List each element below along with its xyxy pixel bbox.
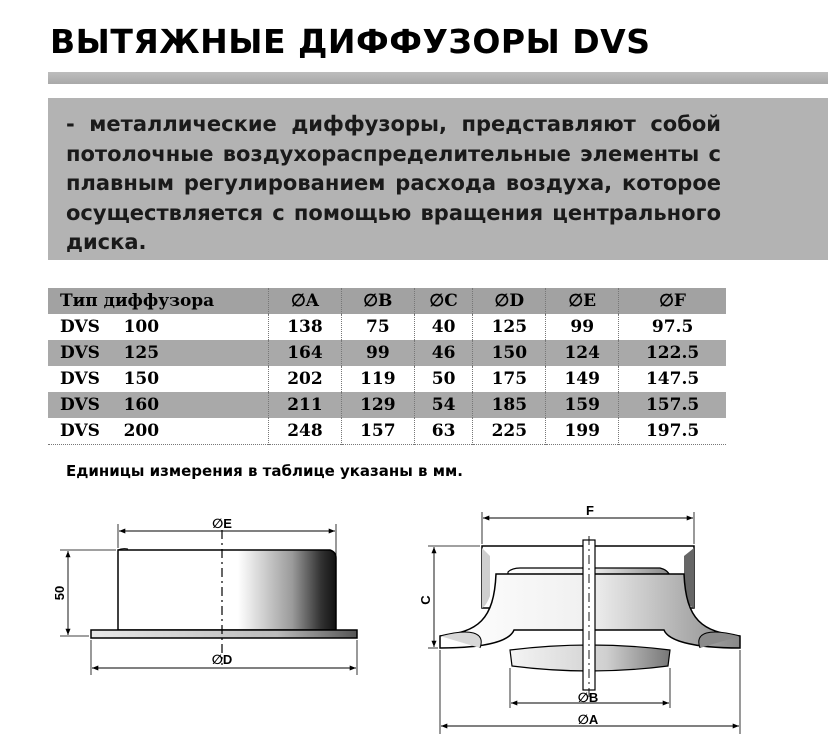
- cell-c: 46: [414, 340, 473, 366]
- label-d: ∅D: [211, 652, 233, 667]
- cell-d: 185: [473, 392, 546, 418]
- cell-c: 50: [414, 366, 473, 392]
- cell-c: 54: [414, 392, 473, 418]
- header-type: Тип диффузора: [60, 291, 215, 311]
- header-d: ∅D: [473, 288, 546, 314]
- label-height: 50: [52, 585, 67, 601]
- label-a: ∅A: [577, 712, 599, 727]
- cell-e: 159: [546, 392, 619, 418]
- cell-a: 211: [269, 392, 342, 418]
- label-f: F: [586, 503, 594, 518]
- cell-c: 63: [414, 418, 473, 445]
- header-a: ∅A: [269, 288, 342, 314]
- flange-plate: [91, 630, 357, 638]
- cell-d: 175: [473, 366, 546, 392]
- page-title: ВЫТЯЖНЫЕ ДИФФУЗОРЫ DVS: [50, 22, 651, 61]
- cell-f: 122.5: [619, 340, 726, 366]
- cell-f: 147.5: [619, 366, 726, 392]
- cell-type: DVS 125: [60, 343, 160, 363]
- header-b: ∅B: [341, 288, 414, 314]
- cell-f: 97.5: [619, 314, 726, 340]
- cell-f: 197.5: [619, 418, 726, 445]
- header-f: ∅F: [619, 288, 726, 314]
- cell-a: 164: [269, 340, 342, 366]
- description-text: - металлические диффузоры, представляют собой потолочные воздухораспределительные элементы с плавным регулированием расхода воздуха, которое осуществляется с помощью вращения центрального диска.: [66, 112, 721, 254]
- left-diffuser-drawing: [60, 524, 357, 675]
- label-e: ∅E: [212, 516, 232, 531]
- cell-e: 149: [546, 366, 619, 392]
- cell-b: 157: [341, 418, 414, 445]
- cell-a: 248: [269, 418, 342, 445]
- cell-b: 119: [341, 366, 414, 392]
- cell-type: DVS 100: [60, 317, 160, 337]
- cell-d: 125: [473, 314, 546, 340]
- cell-e: 99: [546, 314, 619, 340]
- cylinder-body: [118, 550, 336, 630]
- label-c: C: [418, 595, 433, 605]
- cell-type: DVS 150: [60, 369, 160, 389]
- cell-e: 199: [546, 418, 619, 445]
- cell-d: 225: [473, 418, 546, 445]
- cell-f: 157.5: [619, 392, 726, 418]
- header-e: ∅E: [546, 288, 619, 314]
- cell-type: DVS 160: [60, 395, 160, 415]
- cell-d: 150: [473, 340, 546, 366]
- cell-c: 40: [414, 314, 473, 340]
- units-note: Единицы измерения в таблице указаны в мм.: [66, 462, 463, 480]
- cell-a: 138: [269, 314, 342, 340]
- cell-b: 99: [341, 340, 414, 366]
- cell-b: 75: [341, 314, 414, 340]
- label-b: ∅B: [577, 690, 599, 705]
- cell-e: 124: [546, 340, 619, 366]
- header-c: ∅C: [414, 288, 473, 314]
- cell-a: 202: [269, 366, 342, 392]
- cell-b: 129: [341, 392, 414, 418]
- cell-type: DVS 200: [60, 421, 160, 441]
